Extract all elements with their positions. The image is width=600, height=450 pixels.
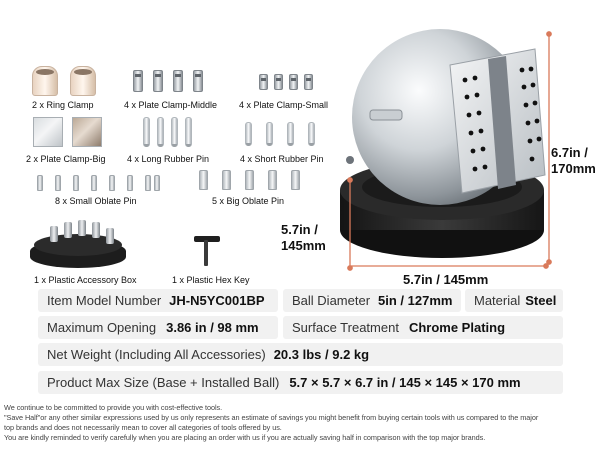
plate-clamp-small-label: 4 x Plate Clamp-Small: [239, 100, 329, 110]
spec-row-opening: [38, 316, 278, 339]
plate-clamp-big-label: 2 x Plate Clamp-Big: [26, 154, 106, 164]
max-size-label: Product Max Size (Base + Installed Ball): [47, 375, 280, 390]
material-label: Material: [474, 293, 521, 308]
long-rubber-pin-label: 4 x Long Rubber Pin: [127, 154, 210, 164]
hex-key-label: 1 x Plastic Hex Key: [172, 275, 250, 285]
surface-treatment-label: Surface Treatment: [292, 320, 399, 335]
width-dimension: 5.7in / 145mm: [403, 272, 489, 287]
plate-clamp-middle-label: 4 x Plate Clamp-Middle: [124, 100, 218, 110]
spec-row-model: [38, 289, 278, 312]
height-mm: 170mm: [551, 161, 596, 176]
spec-row-ball: [283, 289, 461, 312]
spec-row-weight: [38, 343, 563, 366]
spec-row-size: [38, 371, 563, 394]
small-oblate-pin-label: 8 x Small Oblate Pin: [55, 196, 137, 206]
height-inches: 6.7in /: [551, 145, 588, 160]
depth-dimension: [281, 222, 326, 254]
depth-mm: 145mm: [281, 238, 326, 253]
max-opening-label: Maximum Opening: [47, 320, 157, 335]
accessory-box-label: 1 x Plastic Accessory Box: [34, 275, 137, 285]
ring-clamp-label: 2 x Ring Clamp: [32, 100, 94, 110]
material-value: Steel: [525, 293, 557, 308]
ball-diameter-label: Ball Diameter: [292, 293, 371, 308]
height-dimension: [551, 145, 596, 177]
footer-line-2: "Save Half"or any other similar expressions used by us only represents an estimate of savings you might benefit from buying certain tools with us compared to the major: [4, 413, 539, 422]
spec-row-surface: [283, 316, 563, 339]
spec-row-material: [465, 289, 563, 312]
footer-line-3: top brands and does not necessarily mean to cover all categories of tools offered by us.: [4, 423, 282, 432]
net-weight-label: Net Weight (Including All Accessories): [47, 347, 266, 362]
ball-diameter-value: 5in / 127mm: [378, 293, 453, 308]
depth-inches: 5.7in /: [281, 222, 318, 237]
big-oblate-pin-label: 5 x Big Oblate Pin: [212, 196, 285, 206]
max-opening-value: 3.86 in / 98 mm: [166, 320, 259, 335]
max-size-value: 5.7 × 5.7 × 6.7 in / 145 × 145 × 170 mm: [289, 375, 521, 390]
model-value: JH-N5YC001BP: [169, 293, 265, 308]
surface-treatment-value: Chrome Plating: [408, 320, 506, 335]
footer-line-4: You are kindly reminded to verify carefully when you are placing an order with us if you are actually saving half in comparison with the top major brands.: [4, 433, 486, 442]
model-label: Item Model Number: [47, 293, 162, 308]
footer-line-1: We continue to be committed to provide you with cost-effective tools.: [4, 403, 223, 412]
net-weight-value: 20.3 lbs / 9.2 kg: [273, 347, 370, 362]
short-rubber-pin-label: 4 x Short Rubber Pin: [240, 154, 324, 164]
